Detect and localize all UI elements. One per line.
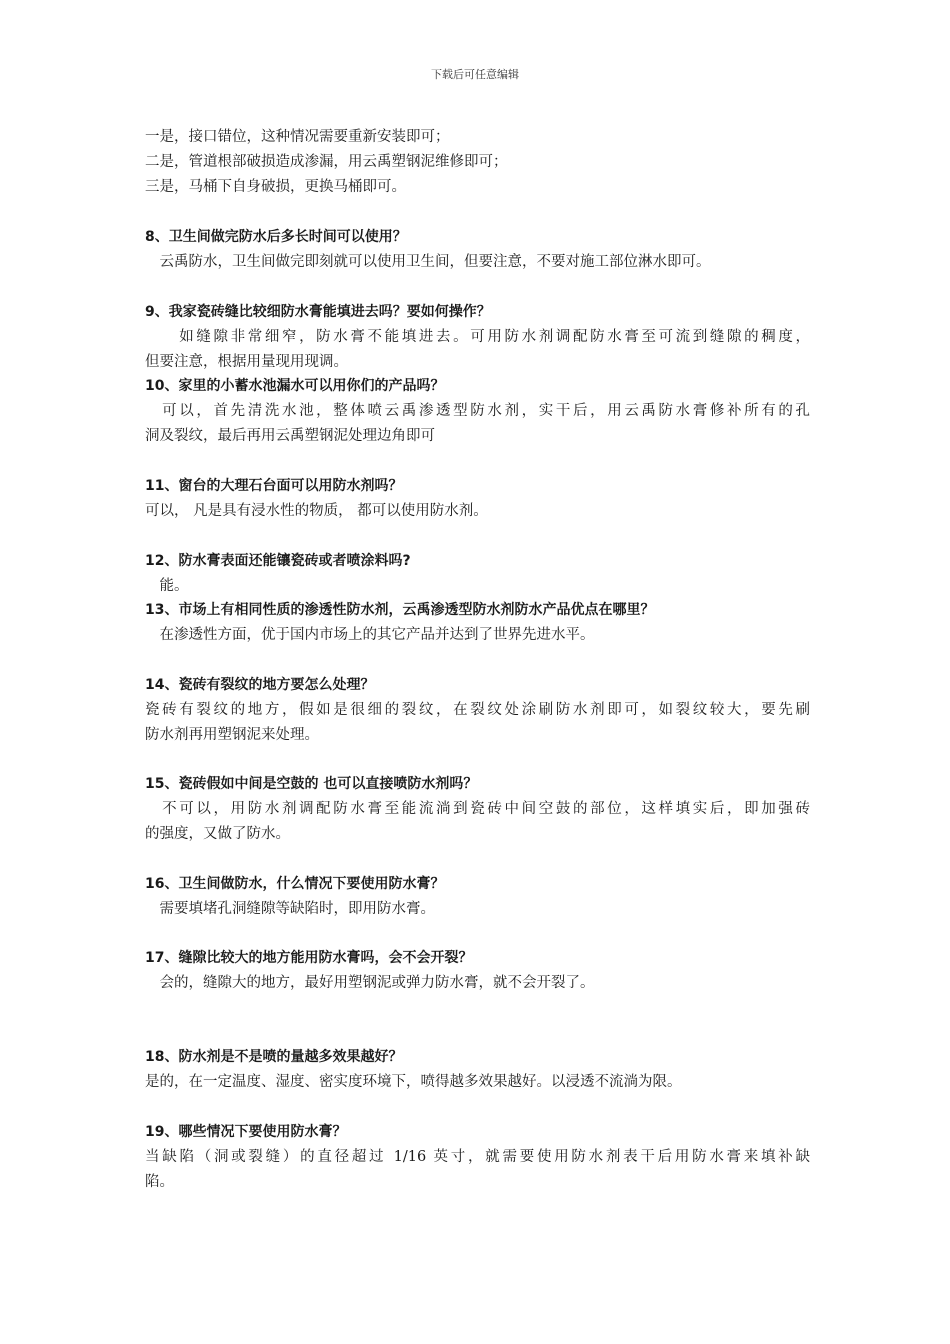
question-14: 14、瓷砖有裂纹的地方要怎么处理？ — [145, 677, 375, 693]
question-16: 16、卫生间做防水，什么情况下要使用防水膏？ — [145, 876, 445, 892]
intro-line-2: 二是，管道根部破损造成渗漏，用云禹塑钢泥维修即可； — [145, 154, 508, 170]
page-header: 下载后可任意编辑 — [431, 68, 519, 81]
question-11: 11、窗台的大理石台面可以用防水剂吗？ — [145, 478, 403, 494]
question-12: 12、防水膏表面还能镶瓷砖或者喷涂料吗? — [145, 553, 411, 569]
question-13: 13、市场上有相同性质的渗透性防水剂，云禹渗透型防水剂防水产品优点在哪里？ — [145, 602, 655, 618]
answer-10-line-1: 可以，首先清洗水池，整体喷云禹渗透型防水剂，实干后，用云禹防水膏修补所有的孔 — [145, 403, 810, 419]
question-10: 10、家里的小蓄水池漏水可以用你们的产品吗？ — [145, 378, 445, 394]
question-15: 15、瓷砖假如中间是空鼓的 也可以直接喷防水剂吗？ — [145, 776, 478, 792]
intro-line-3: 三是，马桶下自身破损，更换马桶即可。 — [145, 179, 406, 195]
answer-9-line-2: 但要注意，根据用量现用现调。 — [145, 354, 348, 370]
answer-19-line-2: 陷。 — [145, 1174, 174, 1190]
question-9: 9、我家瓷砖缝比较细防水膏能填进去吗？要如何操作？ — [145, 304, 491, 320]
answer-11-line-1: 可以， 凡是具有浸水性的物质， 都可以使用防水剂。 — [145, 503, 488, 519]
answer-8-line-1: 云禹防水，卫生间做完即刻就可以使用卫生间，但要注意，不要对施工部位淋水即可。 — [145, 254, 711, 270]
answer-17-line-1: 会的，缝隙大的地方，最好用塑钢泥或弹力防水膏，就不会开裂了。 — [145, 975, 595, 991]
question-8: 8、卫生间做完防水后多长时间可以使用？ — [145, 229, 407, 245]
question-17: 17、缝隙比较大的地方能用防水膏吗，会不会开裂？ — [145, 950, 473, 966]
answer-9-line-1: 如缝隙非常细窄，防水膏不能填进去。可用防水剂调配防水膏至可流到缝隙的稠度， — [145, 329, 810, 345]
answer-15-line-1: 不可以，用防水剂调配防水膏至能流淌到瓷砖中间空鼓的部位，这样填实后，即加强砖 — [145, 801, 810, 817]
answer-14-line-2: 防水剂再用塑钢泥来处理。 — [145, 727, 319, 743]
answer-14-line-1: 瓷砖有裂纹的地方，假如是很细的裂纹，在裂纹处涂刷防水剂即可，如裂纹较大，要先刷 — [145, 702, 810, 718]
answer-12-line-1: 能。 — [145, 578, 189, 594]
answer-18-line-1: 是的，在一定温度、湿度、密实度环境下，喷得越多效果越好。以浸透不流淌为限。 — [145, 1074, 682, 1090]
question-19: 19、哪些情况下要使用防水膏？ — [145, 1124, 347, 1140]
answer-19-line-1: 当缺陷（洞或裂缝）的直径超过 1/16 英寸，就需要使用防水剂表干后用防水膏来填补缺 — [145, 1149, 810, 1165]
answer-10-line-2: 洞及裂纹，最后再用云禹塑钢泥处理边角即可 — [145, 428, 435, 444]
intro-line-1: 一是，接口错位，这种情况需要重新安装即可； — [145, 129, 450, 145]
answer-15-line-2: 的强度，又做了防水。 — [145, 826, 290, 842]
question-18: 18、防水剂是不是喷的量越多效果越好？ — [145, 1049, 403, 1065]
answer-16-line-1: 需要填堵孔洞缝隙等缺陷时，即用防水膏。 — [145, 901, 435, 917]
answer-13-line-1: 在渗透性方面，优于国内市场上的其它产品并达到了世界先进水平。 — [145, 627, 595, 643]
